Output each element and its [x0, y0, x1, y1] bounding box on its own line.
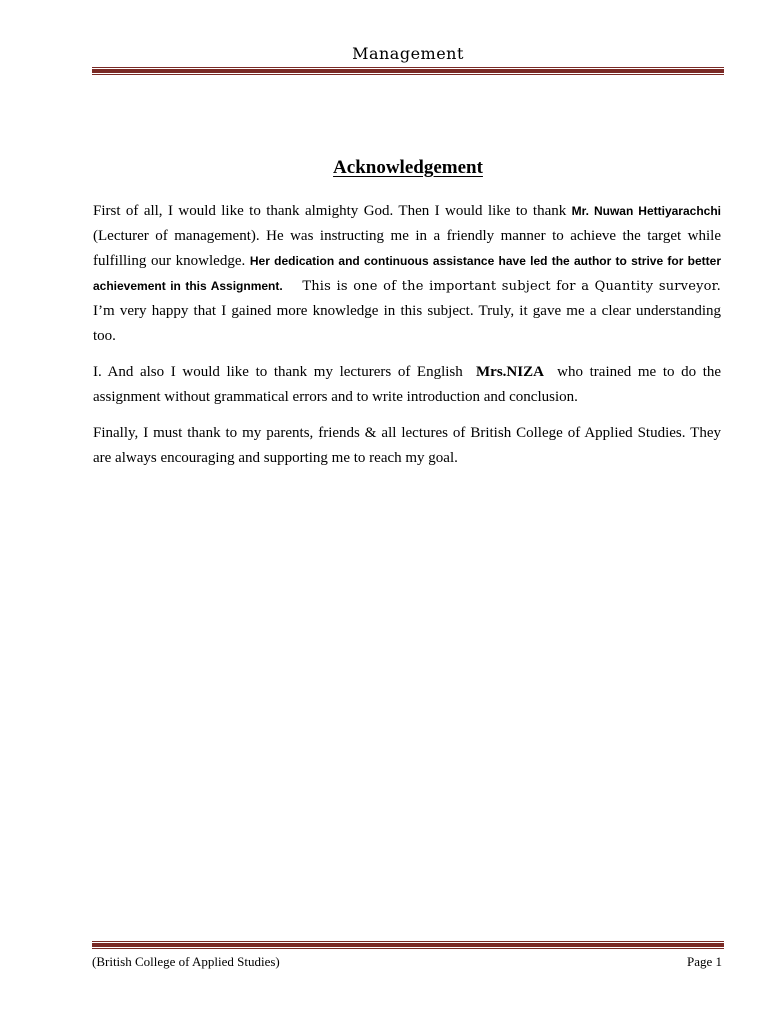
- footer-rule-thin-top: [92, 941, 724, 942]
- document-heading: Acknowledgement: [333, 157, 483, 178]
- footer-institution: (British College of Applied Studies): [92, 954, 280, 969]
- paragraph-1-text-b: (Lecturer of management). He was instructing me in a friendly manner to achieve the target while fulfilling our knowledge.: [93, 228, 721, 269]
- paragraph-2-text-b: who trained me to do the assignment without grammatical errors and to write introduction and conclusion.: [93, 364, 722, 405]
- paragraph-1-text-c: This is one of the important subject for a Quantity surveyor.: [302, 279, 722, 294]
- paragraph-1-emphasis: Her dedication and continuous assistance have led the author to strive for better achievement in this Assignment.: [93, 254, 721, 293]
- paragraph-2-text-a: I. And also I would like to thank my lecturers of English: [93, 364, 470, 380]
- paragraph-2: [93, 360, 721, 410]
- paragraph-3: Finally, I must thank to my parents, friends & all lectures of British College of Applied Studies. They are always encouraging and supporting me to reach my goal.: [93, 425, 721, 466]
- document-body: [93, 199, 721, 482]
- footer-page-number: Page 1: [686, 954, 722, 969]
- running-header-title: Management: [352, 44, 464, 63]
- header-rule-thick: [92, 69, 724, 73]
- paragraph-1: [93, 199, 721, 349]
- header-rule-thin-top: [92, 67, 724, 68]
- paragraph-1-text-a: First of all, I would like to thank almighty God. Then I would like to thank: [93, 203, 572, 219]
- footer-rule-thin-bottom: [92, 948, 724, 949]
- lecturer-name: Mr. Nuwan Hettiyarachchi: [571, 204, 721, 218]
- footer-rule-thick: [92, 943, 724, 947]
- english-lecturer-name: Mrs.NIZA: [476, 364, 544, 380]
- paragraph-1-text-d: I’m very happy that I gained more knowledge in this subject. Truly, it gave me a clear understanding too.: [93, 303, 721, 344]
- header-rule-thin-bottom: [92, 74, 724, 75]
